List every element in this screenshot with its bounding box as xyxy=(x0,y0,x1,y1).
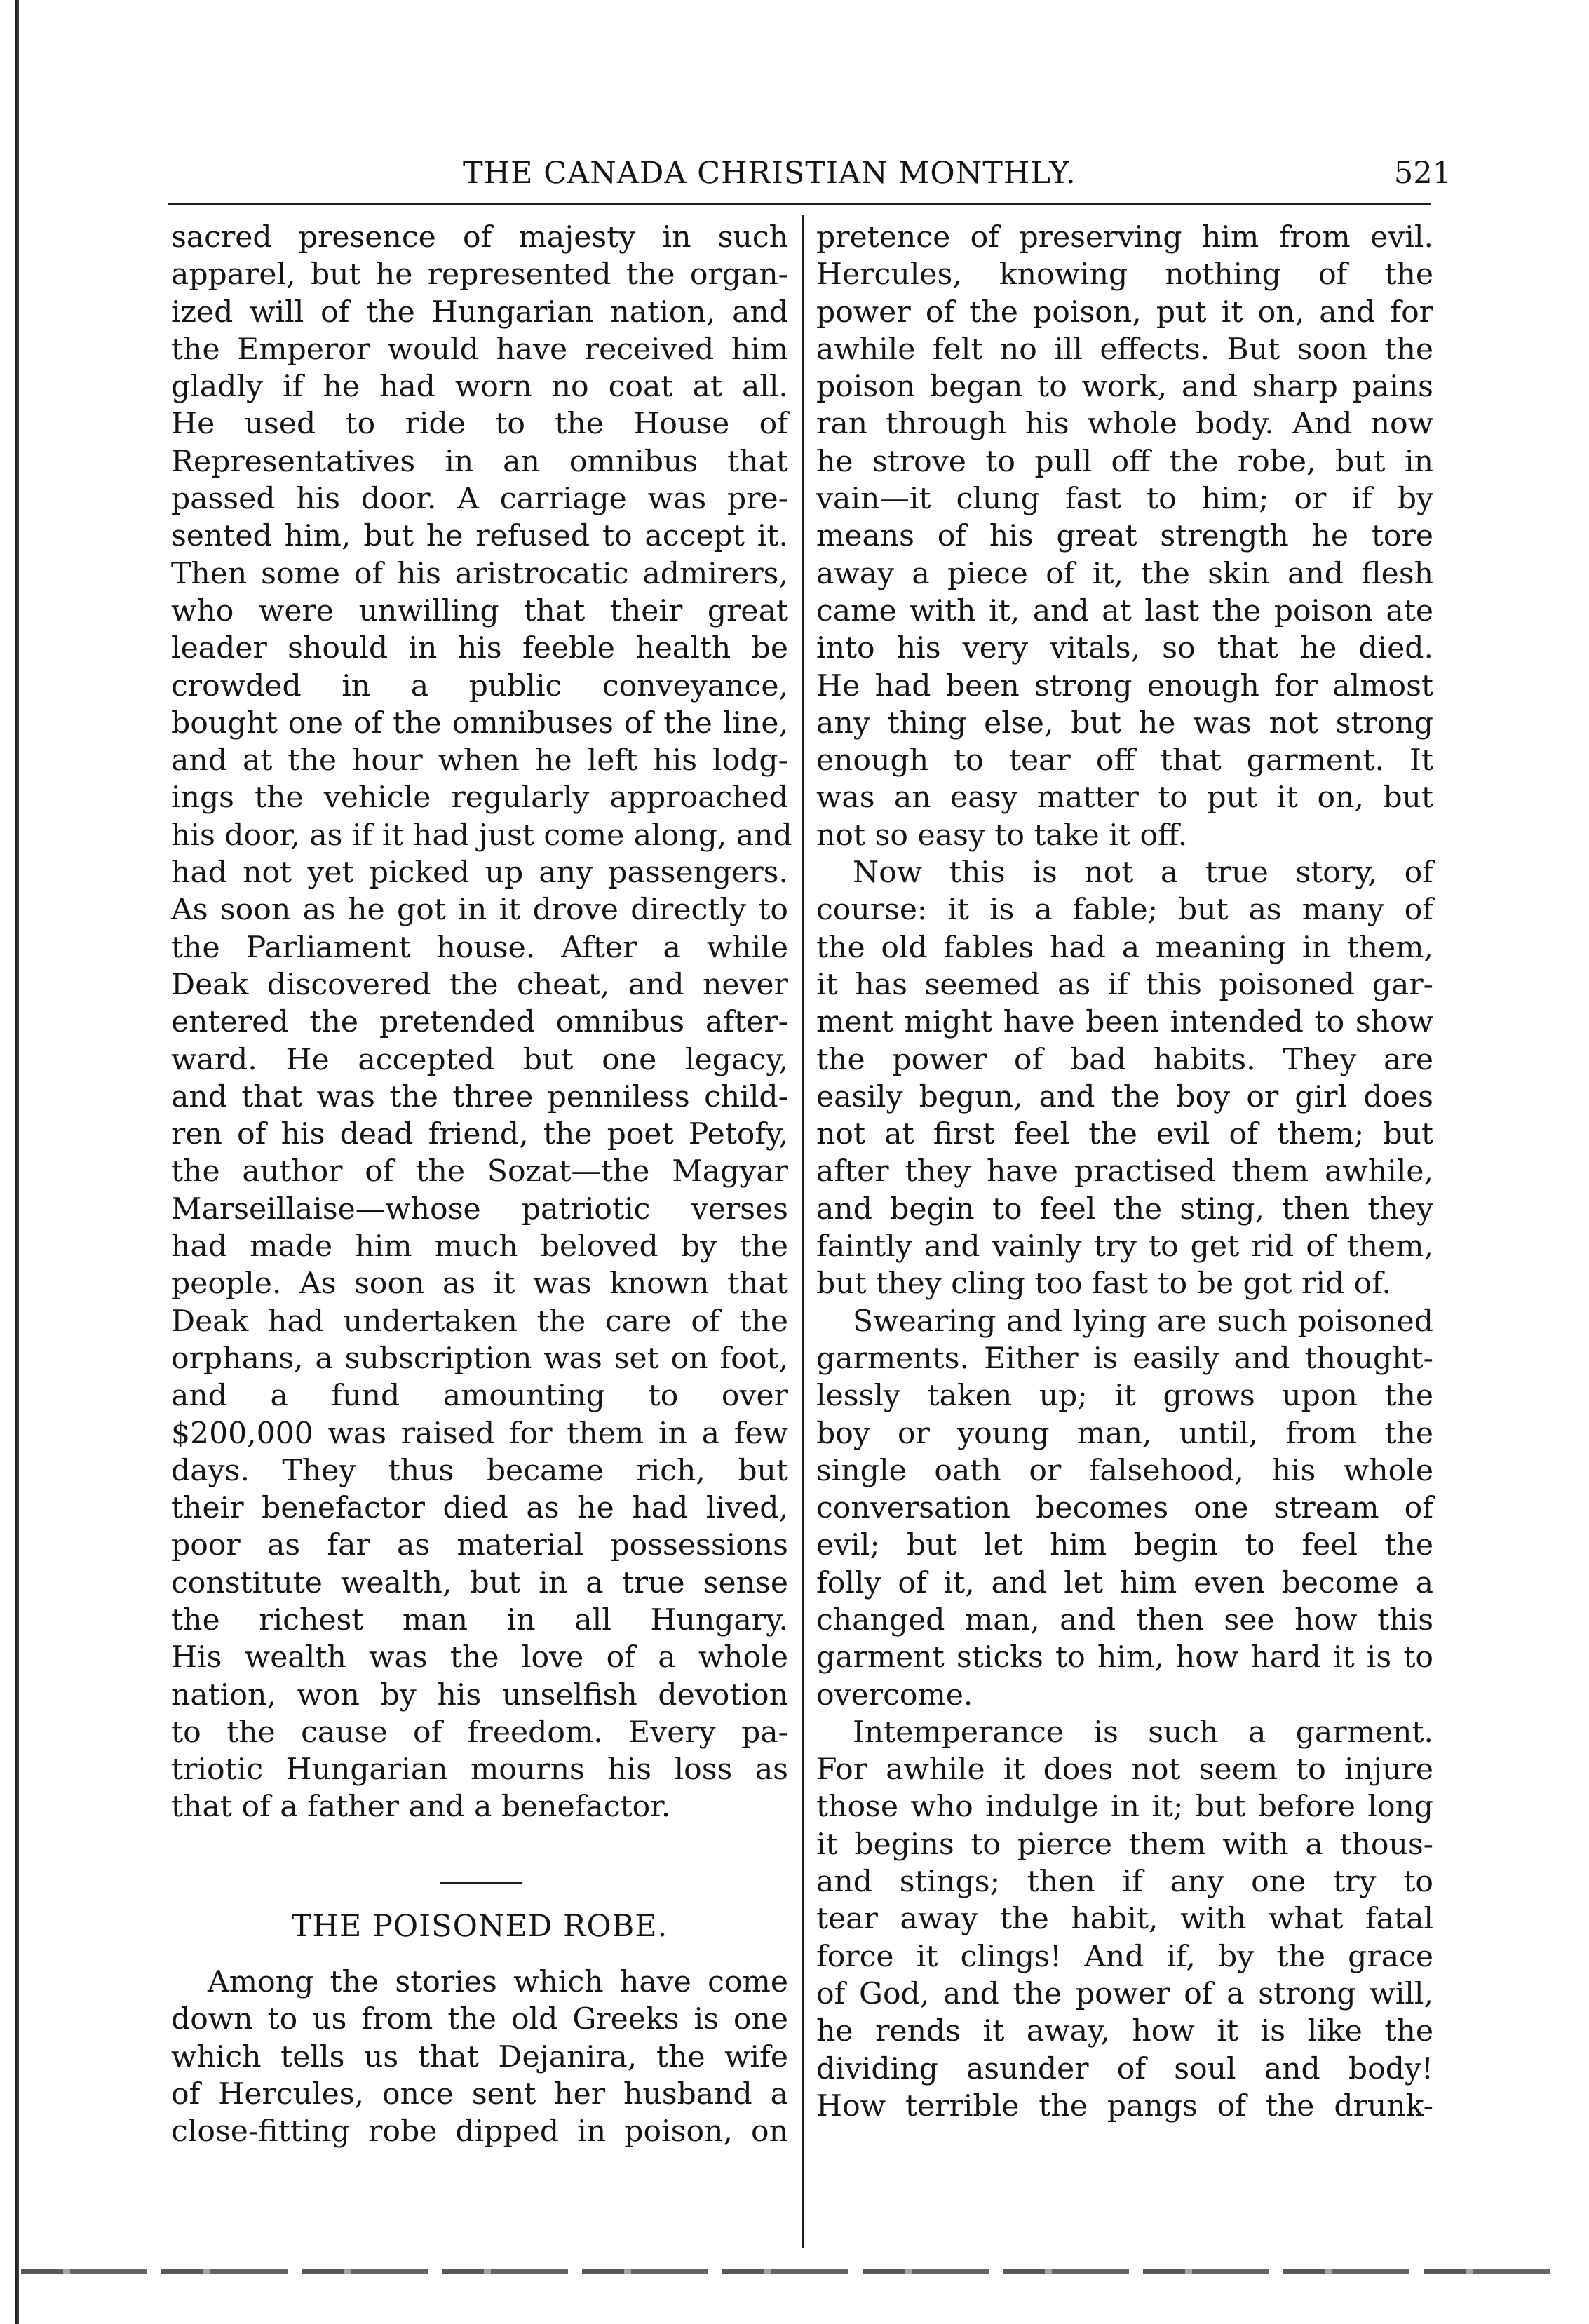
text-line: not at first feel the evil of them; but xyxy=(816,1117,1433,1152)
text-line: single oath or falsehood, his whole xyxy=(816,1453,1433,1488)
text-line: folly of it, and let him even become a xyxy=(816,1565,1433,1600)
text-line: ward. He accepted but one legacy, xyxy=(171,1042,788,1077)
text-line: his door, as if it had just come along, and xyxy=(171,818,792,853)
text-line: away a piece of it, the skin and flesh xyxy=(816,556,1433,591)
text-line: of Hercules, once sent her husband a xyxy=(171,2076,788,2112)
text-line: Deak had undertaken the care of the xyxy=(171,1304,788,1339)
text-line: had not yet picked up any passengers. xyxy=(171,856,788,891)
text-line: His wealth was the love of a whole xyxy=(171,1640,788,1675)
text-line: close-fitting robe dipped in poison, on xyxy=(171,2114,788,2149)
text-line: had made him much beloved by the xyxy=(171,1229,788,1264)
column-rule xyxy=(802,215,804,2248)
text-line: sented him, but he refused to accept it. xyxy=(171,519,788,554)
text-line: faintly and vainly try to get rid of them, xyxy=(816,1229,1433,1264)
text-line: How terrible the pangs of the drunk- xyxy=(816,2088,1433,2123)
text-line: triotic Hungarian mourns his loss as xyxy=(171,1752,788,1788)
text-line: As soon as he got in it drove directly to xyxy=(171,893,788,928)
text-line: evil; but let him begin to feel the xyxy=(816,1528,1433,1563)
text-line: crowded in a public conveyance, xyxy=(171,668,788,703)
text-line: force it clings! And if, by the grace xyxy=(816,1939,1433,1974)
text-line: but they cling too fast to be got rid of. xyxy=(816,1266,1391,1302)
text-line: bought one of the omnibuses of the line, xyxy=(171,705,788,741)
text-line: dividing asunder of soul and body! xyxy=(816,2051,1433,2086)
text-line: He had been strong enough for almost xyxy=(816,668,1433,703)
text-line: it has seemed as if this poisoned gar- xyxy=(816,967,1433,1002)
text-line: ment might have been intended to show xyxy=(816,1005,1433,1040)
text-line: $200,000 was raised for them in a few xyxy=(171,1416,788,1451)
text-line: Hercules, knowing nothing of the xyxy=(816,257,1433,292)
text-line: ized will of the Hungarian nation, and xyxy=(171,295,788,330)
text-line: sacred presence of majesty in such xyxy=(171,220,788,255)
text-line: orphans, a subscription was set on foot, xyxy=(171,1341,788,1376)
header-rule xyxy=(168,203,1431,205)
text-line: after they have practised them awhile, xyxy=(816,1154,1433,1189)
text-line: garment sticks to him, how hard it is to xyxy=(816,1640,1433,1675)
text-line: Then some of his aristrocatic admirers, xyxy=(171,556,788,591)
text-line: enough to tear off that garment. It xyxy=(816,743,1433,778)
text-line: and that was the three penniless child- xyxy=(171,1079,788,1114)
text-line: Swearing and lying are such poisoned xyxy=(853,1304,1433,1339)
text-line: means of his great strength he tore xyxy=(816,519,1433,554)
text-line: ran through his whole body. And now xyxy=(816,407,1433,442)
section-body xyxy=(171,1964,788,2150)
text-line: constitute wealth, but in a true sense xyxy=(171,1565,788,1600)
text-line: was an easy matter to put it on, but xyxy=(816,781,1433,816)
text-line: any thing else, but he was not strong xyxy=(816,705,1433,741)
text-line: easily begun, and the boy or girl does xyxy=(816,1079,1433,1114)
text-line: changed man, and then see how this xyxy=(816,1602,1433,1637)
text-line: who were unwilling that their great xyxy=(171,593,788,628)
text-line: boy or young man, until, from the xyxy=(816,1416,1433,1451)
text-line: of God, and the power of a strong will, xyxy=(816,1976,1433,2011)
text-line: gladly if he had worn no coat at all. xyxy=(171,370,788,405)
text-line: For awhile it does not seem to injure xyxy=(816,1752,1433,1788)
text-line: and begin to feel the sting, then they xyxy=(816,1191,1433,1227)
text-line: it begins to pierce them with a thous- xyxy=(816,1827,1433,1862)
text-line: and a fund amounting to over xyxy=(171,1379,788,1414)
text-line: Now this is not a true story, of xyxy=(853,856,1433,891)
page-number: 521 xyxy=(1393,156,1452,191)
text-line: the Parliament house. After a while xyxy=(171,930,788,965)
text-line: he strove to pull off the robe, but in xyxy=(816,444,1433,479)
text-line: lessly taken up; it grows upon the xyxy=(816,1379,1433,1414)
scan-edge-bottom xyxy=(21,2269,1550,2274)
text-line: and stings; then if any one try to xyxy=(816,1865,1433,1900)
text-line: the Emperor would have received him xyxy=(171,332,788,367)
page-header xyxy=(168,156,1452,195)
text-line: the power of bad habits. They are xyxy=(816,1042,1433,1077)
text-line: days. They thus became rich, but xyxy=(171,1453,788,1488)
text-line: people. As soon as it was known that xyxy=(171,1266,788,1302)
text-line: passed his door. A carriage was pre- xyxy=(171,482,788,517)
text-line: those who indulge in it; but before long xyxy=(816,1790,1433,1825)
text-line: and at the hour when he left his lodg- xyxy=(171,743,788,778)
text-line: tear away the habit, with what fatal xyxy=(816,1902,1433,1937)
section-divider xyxy=(440,1882,522,1884)
text-line: the old fables had a meaning in them, xyxy=(816,930,1433,965)
right-column xyxy=(816,219,1433,2125)
text-line: conversation becomes one stream of xyxy=(816,1491,1433,1526)
text-line: that of a father and a benefactor. xyxy=(171,1790,671,1825)
text-line: overcome. xyxy=(816,1677,973,1712)
text-line: Among the stories which have come xyxy=(208,1965,788,1999)
text-line: the richest man in all Hungary. xyxy=(171,1602,788,1637)
scan-edge-left xyxy=(15,0,19,2324)
text-line: apparel, but he represented the organ- xyxy=(171,257,788,292)
text-line: came with it, and at last the poison ate xyxy=(816,593,1433,628)
section-heading: THE POISONED ROBE. xyxy=(291,1909,668,1944)
text-line: down to us from the old Greeks is one xyxy=(171,2002,788,2037)
text-line: power of the poison, put it on, and for xyxy=(816,295,1433,330)
text-line: their benefactor died as he had lived, xyxy=(171,1491,788,1526)
text-line: Marseillaise—whose patriotic verses xyxy=(171,1191,788,1227)
text-line: nation, won by his unselfish devotion xyxy=(171,1677,788,1712)
text-line: Deak discovered the cheat, and never xyxy=(171,967,788,1002)
text-line: vain—it clung fast to him; or if by xyxy=(816,482,1433,517)
text-line: to the cause of freedom. Every pa- xyxy=(171,1715,788,1750)
text-line: poor as far as material possessions xyxy=(171,1528,788,1563)
text-line: He used to ride to the House of xyxy=(171,407,788,442)
text-line: Intemperance is such a garment. xyxy=(853,1715,1433,1750)
text-line: entered the pretended omnibus after- xyxy=(171,1005,788,1040)
text-line: pretence of preserving him from evil. xyxy=(816,220,1433,255)
text-line: ings the vehicle regularly approached xyxy=(171,781,788,816)
text-line: he rends it away, how it is like the xyxy=(816,2014,1433,2049)
text-line: leader should in his feeble health be xyxy=(171,631,788,666)
left-column xyxy=(171,219,792,1826)
text-line: course: it is a fable; but as many of xyxy=(816,893,1433,928)
text-line: not so easy to take it off. xyxy=(816,818,1188,853)
text-line: Representatives in an omnibus that xyxy=(171,444,788,479)
text-line: which tells us that Dejanira, the wife xyxy=(171,2039,788,2074)
text-line: awhile felt no ill effects. But soon the xyxy=(816,332,1433,367)
text-line: the author of the Sozat—the Magyar xyxy=(171,1154,788,1189)
text-line: garments. Either is easily and thought- xyxy=(816,1341,1433,1376)
text-line: ren of his dead friend, the poet Petofy, xyxy=(171,1117,788,1152)
running-title: THE CANADA CHRISTIAN MONTHLY. xyxy=(463,156,1076,191)
text-line: into his very vitals, so that he died. xyxy=(816,631,1433,666)
text-line: poison began to work, and sharp pains xyxy=(816,370,1433,405)
